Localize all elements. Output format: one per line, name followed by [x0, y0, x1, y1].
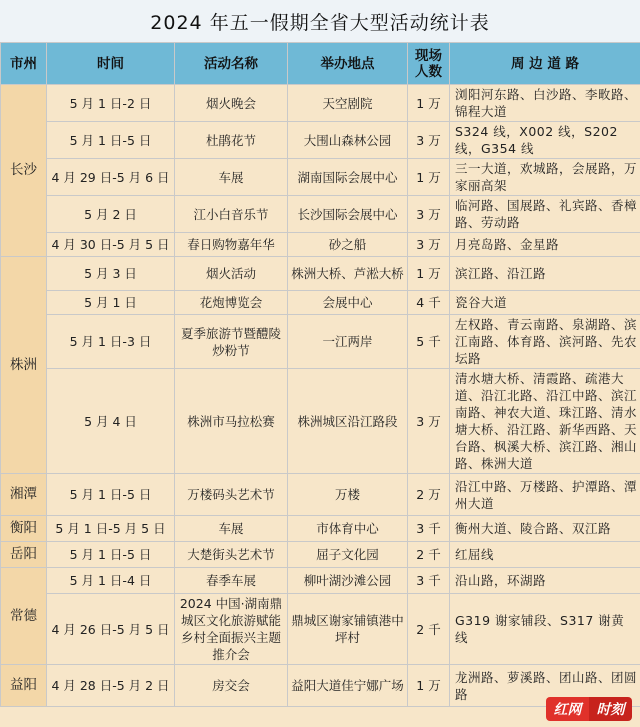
table-row	[1, 85, 640, 122]
table-title: 2024 年五一假期全省大型活动统计表	[0, 0, 640, 42]
table-row	[1, 159, 640, 196]
cell-place: 大围山森林公园	[288, 122, 408, 159]
cell-roads: 左权路、青云南路、泉湖路、滨江南路、体育路、滨河路、先农坛路	[450, 315, 640, 369]
cell-name: 杜鹃花节	[175, 122, 288, 159]
cell-city: 常德	[1, 568, 47, 665]
cell-time: 4 月 26 日-5 月 5 日	[47, 594, 175, 665]
cell-place: 天空剧院	[288, 85, 408, 122]
header-row	[1, 43, 640, 85]
cell-place: 鼎城区谢家铺镇港中坪村	[288, 594, 408, 665]
cell-place: 柳叶湖沙滩公园	[288, 568, 408, 594]
cell-time: 5 月 1 日-5 日	[47, 474, 175, 516]
table-row	[1, 291, 640, 315]
cell-count: 2 千	[408, 542, 450, 568]
cell-name: 大楚街头艺术节	[175, 542, 288, 568]
table-row	[1, 568, 640, 594]
header-time: 时间	[47, 43, 175, 85]
cell-name: 车展	[175, 159, 288, 196]
cell-name: 烟火晚会	[175, 85, 288, 122]
cell-place: 屈子文化园	[288, 542, 408, 568]
cell-place: 市体育中心	[288, 516, 408, 542]
cell-time: 5 月 1 日-5 月 5 日	[47, 516, 175, 542]
header-roads: 周 边 道 路	[450, 43, 640, 85]
cell-roads: G319 谢家铺段、S317 谢黄线	[450, 594, 640, 665]
table-row	[1, 594, 640, 665]
cell-count: 3 万	[408, 196, 450, 233]
table-row	[1, 315, 640, 369]
cell-count: 3 千	[408, 516, 450, 542]
cell-name: 春季车展	[175, 568, 288, 594]
events-table	[0, 42, 640, 707]
cell-count: 3 万	[408, 122, 450, 159]
logo-part-1: 红网	[546, 697, 589, 721]
cell-time: 5 月 4 日	[47, 369, 175, 474]
cell-roads: 月亮岛路、金星路	[450, 233, 640, 257]
header-place: 举办地点	[288, 43, 408, 85]
cell-roads: 临河路、国展路、礼宾路、香樟路、劳动路	[450, 196, 640, 233]
cell-name: 春日购物嘉年华	[175, 233, 288, 257]
logo-part-2: 时刻	[589, 697, 632, 721]
cell-city: 衡阳	[1, 516, 47, 542]
table-row	[1, 516, 640, 542]
cell-time: 5 月 1 日-5 日	[47, 122, 175, 159]
cell-name: 株洲市马拉松赛	[175, 369, 288, 474]
cell-count: 5 千	[408, 315, 450, 369]
header-name: 活动名称	[175, 43, 288, 85]
cell-roads: 沿江中路、万楼路、护潭路、潭州大道	[450, 474, 640, 516]
cell-count: 1 万	[408, 85, 450, 122]
cell-name: 烟火活动	[175, 257, 288, 291]
cell-place: 湖南国际会展中心	[288, 159, 408, 196]
cell-time: 5 月 2 日	[47, 196, 175, 233]
cell-roads: 衡州大道、陵合路、双江路	[450, 516, 640, 542]
cell-name: 车展	[175, 516, 288, 542]
cell-city: 株洲	[1, 257, 47, 474]
table-row	[1, 369, 640, 474]
cell-place: 一江两岸	[288, 315, 408, 369]
cell-time: 5 月 3 日	[47, 257, 175, 291]
table-row	[1, 122, 640, 159]
cell-name: 花炮博览会	[175, 291, 288, 315]
cell-roads: 浏阳河东路、白沙路、李畋路、锦程大道	[450, 85, 640, 122]
cell-roads: 龙洲路、萝溪路、团山路、团圆路	[450, 665, 640, 707]
cell-roads: 沿山路，环湖路	[450, 568, 640, 594]
cell-roads: S324 线，X002 线，S202 线，G354 线	[450, 122, 640, 159]
cell-city: 湘潭	[1, 474, 47, 516]
table-row	[1, 542, 640, 568]
cell-roads: 滨江路、沿江路	[450, 257, 640, 291]
cell-name: 万楼码头艺术节	[175, 474, 288, 516]
table-row	[1, 474, 640, 516]
cell-count: 3 万	[408, 369, 450, 474]
cell-name: 夏季旅游节暨醴陵炒粉节	[175, 315, 288, 369]
cell-place: 万楼	[288, 474, 408, 516]
cell-place: 会展中心	[288, 291, 408, 315]
cell-count: 1 万	[408, 665, 450, 707]
cell-roads: 瓷谷大道	[450, 291, 640, 315]
table-row	[1, 257, 640, 291]
cell-city: 益阳	[1, 665, 47, 707]
cell-time: 4 月 29 日-5 月 6 日	[47, 159, 175, 196]
cell-city: 长沙	[1, 85, 47, 257]
cell-time: 4 月 30 日-5 月 5 日	[47, 233, 175, 257]
table-row	[1, 196, 640, 233]
cell-time: 5 月 1 日-4 日	[47, 568, 175, 594]
cell-count: 2 千	[408, 594, 450, 665]
cell-count: 3 万	[408, 233, 450, 257]
header-count: 现场人数	[408, 43, 450, 85]
cell-place: 益阳大道佳宁娜广场	[288, 665, 408, 707]
cell-city: 岳阳	[1, 542, 47, 568]
cell-place: 长沙国际会展中心	[288, 196, 408, 233]
cell-time: 5 月 1 日	[47, 291, 175, 315]
cell-time: 4 月 28 日-5 月 2 日	[47, 665, 175, 707]
cell-name: 江小白音乐节	[175, 196, 288, 233]
cell-roads: 三一大道，欢城路，会展路，万家丽高架	[450, 159, 640, 196]
cell-count: 3 千	[408, 568, 450, 594]
table-row	[1, 233, 640, 257]
cell-time: 5 月 1 日-2 日	[47, 85, 175, 122]
header-city: 市州	[1, 43, 47, 85]
cell-name: 2024 中国·湖南鼎城区文化旅游赋能乡村全面振兴主题推介会	[175, 594, 288, 665]
cell-time: 5 月 1 日-3 日	[47, 315, 175, 369]
cell-place: 株洲城区沿江路段	[288, 369, 408, 474]
cell-roads: 清水塘大桥、清霞路、疏港大道、沿江北路、沿江中路、滨江南路、神农大道、珠江路、清水塘大桥、沿江路、新华西路、天台路、枫溪大桥、滨江路、湘山路、株洲大道	[450, 369, 640, 474]
brand-logo	[546, 697, 632, 721]
cell-place: 砂之船	[288, 233, 408, 257]
cell-count: 2 万	[408, 474, 450, 516]
cell-time: 5 月 1 日-5 日	[47, 542, 175, 568]
cell-count: 1 万	[408, 257, 450, 291]
cell-count: 1 万	[408, 159, 450, 196]
table-row	[1, 665, 640, 707]
cell-count: 4 千	[408, 291, 450, 315]
cell-name: 房交会	[175, 665, 288, 707]
cell-roads: 红屈线	[450, 542, 640, 568]
cell-place: 株洲大桥、芦淞大桥	[288, 257, 408, 291]
